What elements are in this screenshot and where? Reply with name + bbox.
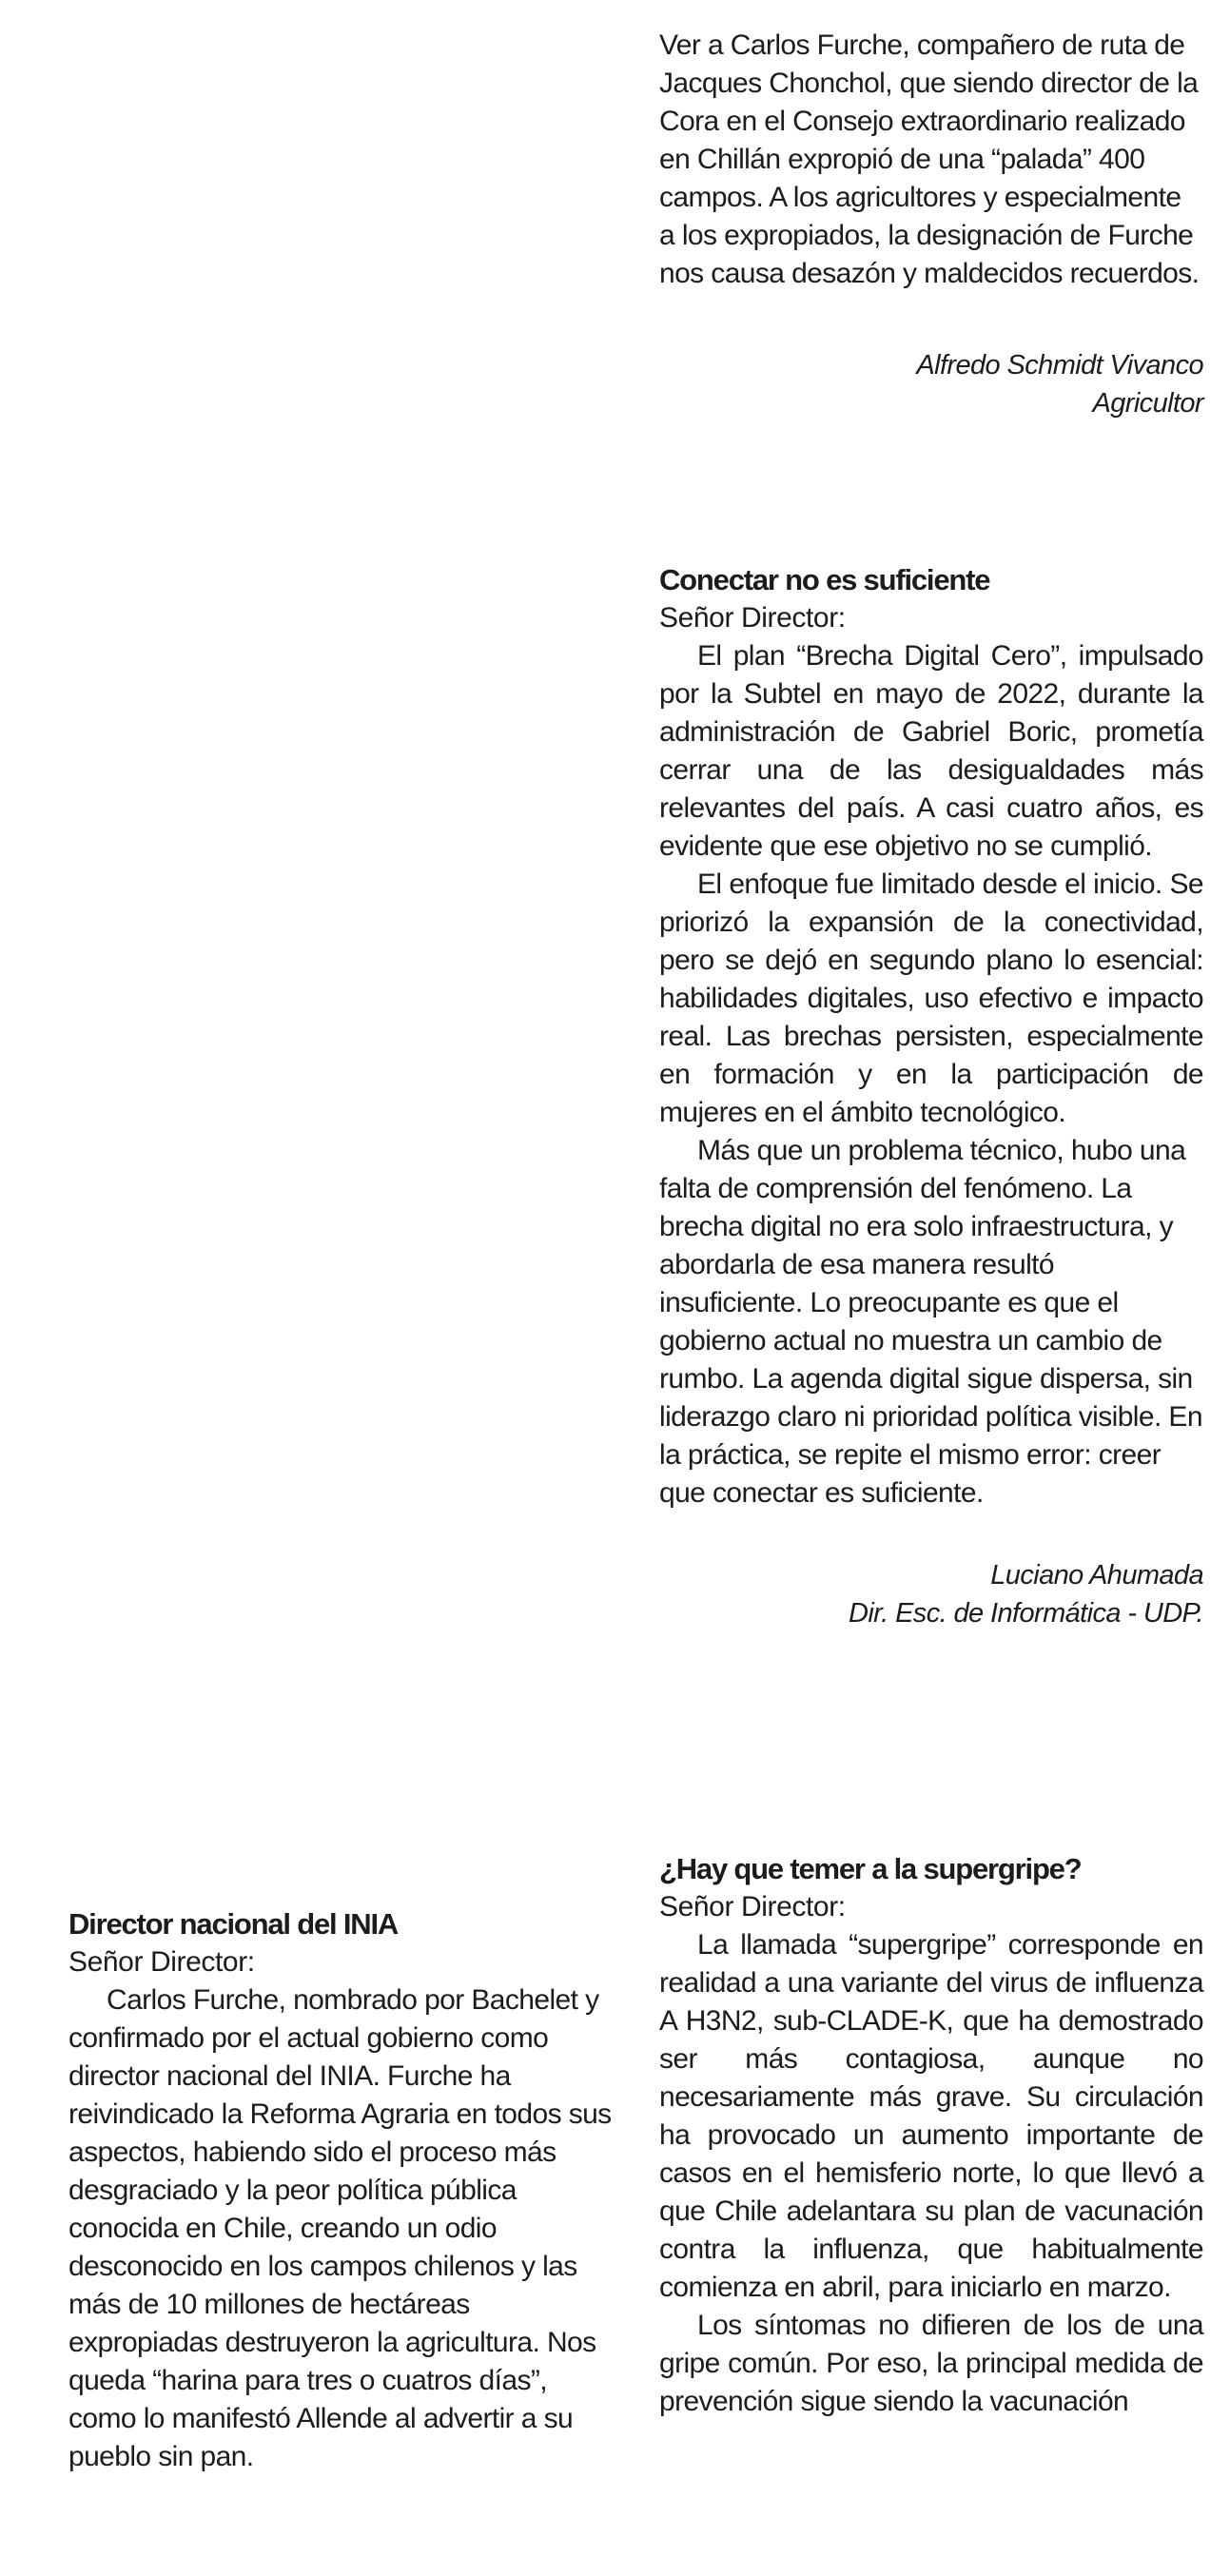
signature-role: Agricultor (1092, 388, 1203, 419)
letter-conectar (659, 561, 1203, 1632)
letter-inia (68, 1905, 613, 2476)
letter-paragraph: Ver a Carlos Furche, compañero de ruta de Jacques Chonchol, que siendo director de la Cora en el Consejo extraordinario realizado en Chillán expropió de una “palada” 400 campos. A los agricultores y especialmente a los expropiados, la designación de Furche nos causa desazón y maldecidos recuerdos. (659, 29, 1200, 289)
signature-role: Dir. Esc. de Informática - UDP. (848, 1598, 1203, 1629)
letter-salutation: Señor Director: (659, 602, 846, 634)
letter-salutation: Señor Director: (68, 1946, 255, 1978)
letter-paragraph: El plan “Brecha Digital Cero”, impulsado por la Subtel en mayo de 2022, durante la administración de Gabriel Boric, prometía cerrar una de las desigualdades más relevantes del país. A casi cuatro años, es evidente que ese objetivo no se cumplió. (659, 640, 1203, 862)
letter-paragraph: El enfoque fue limitado desde el inicio. Se priorizó la expansión de la conectividad, pero se dejó en segundo plano lo esencial: habilidades digitales, uso efectivo e impacto real. Las brechas persisten, especialmente en formación y en la participación de mujeres en el ámbito tecnológico. (659, 868, 1203, 1128)
letter-title: Conectar no es suficiente (659, 563, 990, 596)
letter-paragraph: Carlos Furche, nombrado por Bachelet y confirmado por el actual gobierno como director nacional del INIA. Furche ha reivindicado la Reforma Agraria en todos sus aspectos, habiendo sido el proceso más desgraciado y la peor política pública conocida en Chile, creando un odio desconocido en los campos chilenos y las más de 10 millones de hectáreas expropiadas destruyeron la agricultura. Nos queda “harina para tres o cuatros días”, como lo manifestó Allende al advertir a su pueblo sin pan. (68, 1984, 612, 2472)
signature-name: Alfredo Schmidt Vivanco (916, 350, 1203, 381)
letter-furche-end (659, 27, 1203, 422)
letter-paragraph: Más que un problema técnico, hubo una falta de comprensión del fenómeno. La brecha digital no era solo infraestructura, y abordarla de esa manera resultó insuficiente. Lo preocupante es que el gobierno actual no muestra un cambio de rumbo. La agenda digital sigue dispersa, sin liderazgo claro ni prioridad política visible. En la práctica, se repite el mismo error: creer que conectar es suficiente. (659, 1135, 1202, 1509)
letter-title: ¿Hay que temer a la supergripe? (659, 1852, 1082, 1885)
signature-name: Luciano Ahumada (990, 1560, 1203, 1590)
letter-paragraph: Los síntomas no difieren de los de una gripe común. Por eso, la principal medida de prevención sigue siendo la vacunación (659, 2310, 1203, 2417)
letter-supergripe (659, 1850, 1203, 2421)
letter-title: Director nacional del INIA (68, 1907, 399, 1941)
letter-paragraph: La llamada “supergripe” corresponde en realidad a una variante del virus de influenza A H3N2, sub-CLADE-K, que ha demostrado ser más contagiosa, aunque no necesariamente más grave. Su circulación ha provocado un aumento importante de casos en el hemisferio norte, lo que llevó a que Chile adelantara su plan de vacunación contra la influenza, que habitualmente comienza en abril, para iniciarlo en marzo. (659, 1929, 1203, 2303)
letter-salutation: Señor Director: (659, 1891, 846, 1922)
